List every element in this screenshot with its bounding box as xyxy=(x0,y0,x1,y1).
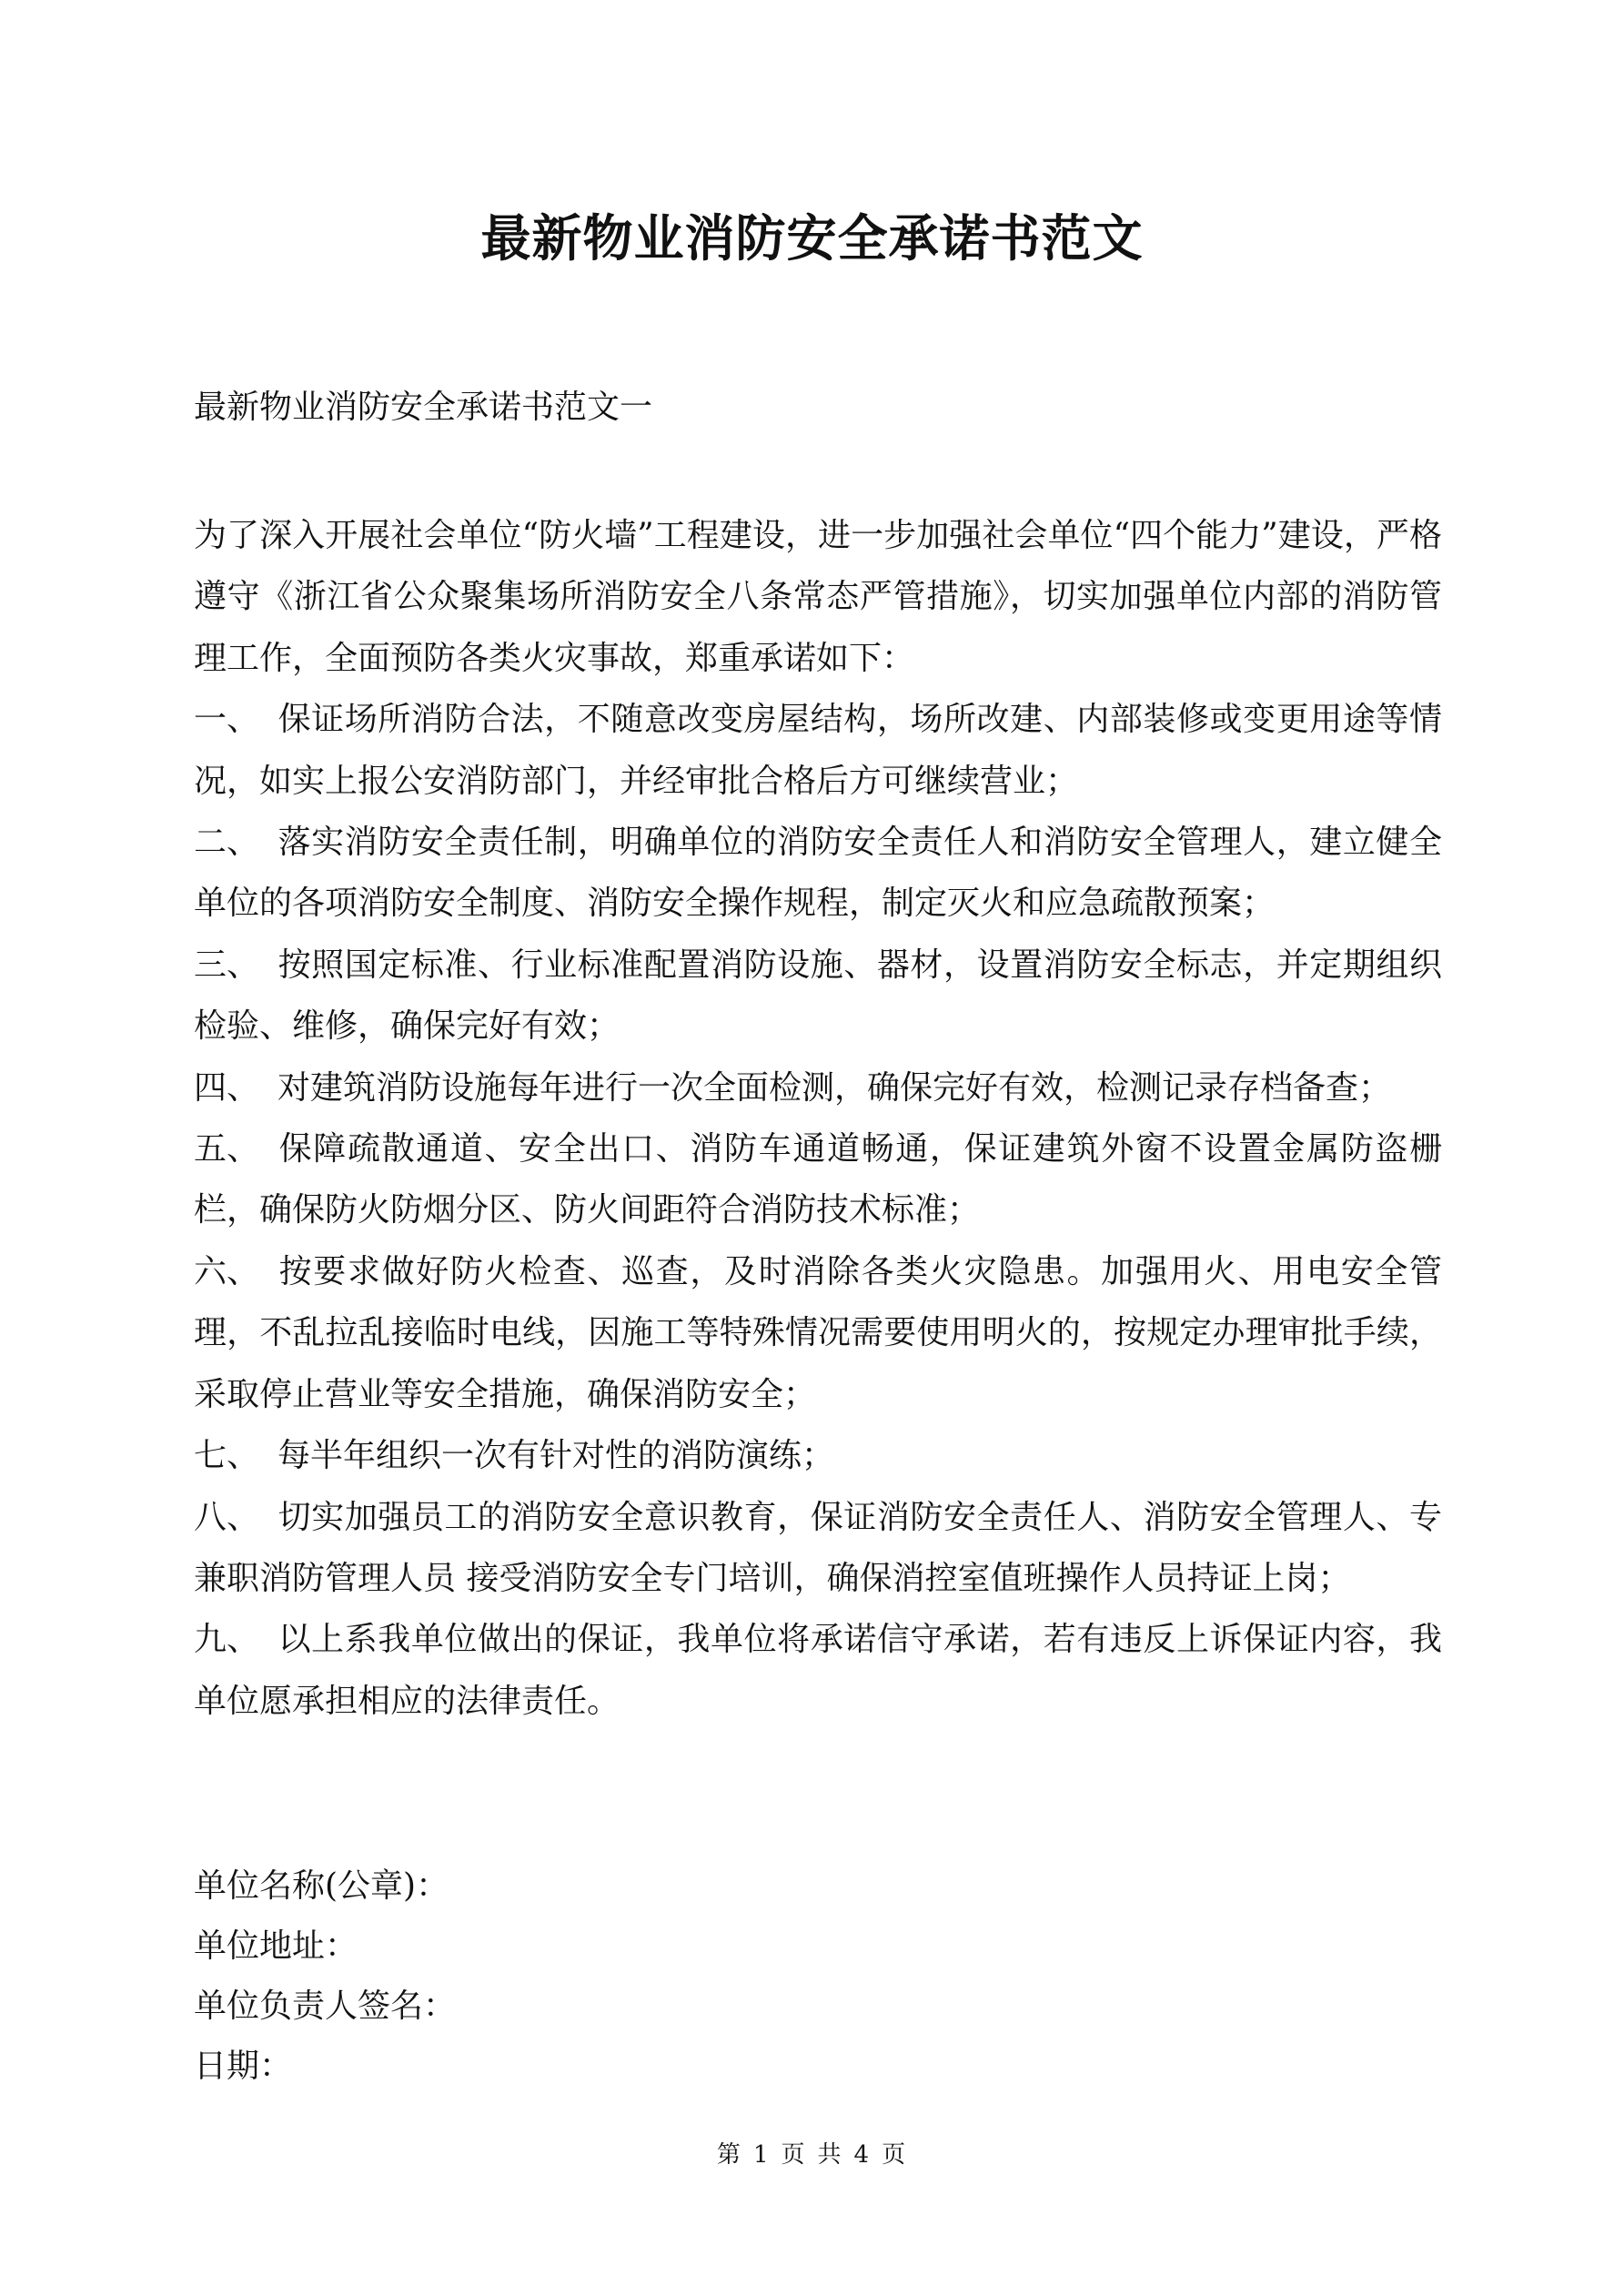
unit-address-field: 单位地址： xyxy=(194,1927,358,1965)
footer-page-unit: 页 xyxy=(781,2141,807,2169)
footer-prefix: 第 xyxy=(716,2141,742,2169)
commitment-item xyxy=(194,812,1442,935)
item-text: 对建筑消防设施每年进行一次全面检测，确保完好有效，检测记录存档备查； xyxy=(277,1068,1392,1107)
responsible-person-signature-field: 单位负责人签名： xyxy=(194,1988,457,2025)
commitment-item xyxy=(194,1487,1442,1610)
document-title: 最新物业消防安全承诺书范文 xyxy=(480,208,1144,268)
page-footer xyxy=(0,2137,1624,2173)
item-text: 切实加强员工的消防安全意识教育，保证消防安全责任人、消防安全管理人、专兼职消防管理人员 接受消防安全专门培训，确保消控室值班操作人员持证上岗； xyxy=(194,1498,1442,1597)
intro-paragraph: 为了深入开展社会单位“防火墙”工程建设，进一步加强社会单位“四个能力”建设，严格遵守《浙江省公众聚集场所消防安全八条常态严管措施》，切实加强单位内部的消防管理工作，全面预防各类火灾事故，郑重承诺如下： xyxy=(194,517,1442,677)
item-number: 一、 xyxy=(194,701,260,739)
signature-section xyxy=(194,1856,456,2097)
item-text: 按要求做好防火检查、巡查，及时消除各类火灾隐患。加强用火、用电安全管理，不乱拉乱接临时电线，因施工等特殊情况需要使用明火的，按规定办理审批手续，采取停止营业等安全措施，确保消防安全； xyxy=(194,1252,1442,1413)
item-number: 三、 xyxy=(194,946,260,984)
item-text: 按照国定标准、行业标准配置消防设施、器材，设置消防安全标志，并定期组织检验、维修，确保完好有效； xyxy=(194,946,1442,1046)
item-text: 保障疏散通道、安全出口、消防车通道畅通，保证建筑外窗不设置金属防盗栅栏，确保防火防烟分区、防火间距符合消防技术标准； xyxy=(194,1130,1442,1229)
commitment-item xyxy=(194,1609,1442,1732)
item-number: 九、 xyxy=(194,1621,260,1659)
item-text: 每半年组织一次有针对性的消防演练； xyxy=(277,1437,835,1475)
date-field: 日期： xyxy=(194,2048,293,2085)
footer-total-prefix: 共 xyxy=(817,2141,843,2169)
item-number: 六、 xyxy=(194,1252,260,1290)
item-number: 八、 xyxy=(194,1498,260,1536)
item-text: 以上系我单位做出的保证，我单位将承诺信守承诺，若有违反上诉保证内容，我单位愿承担相应的法律责任。 xyxy=(194,1621,1442,1720)
item-number: 五、 xyxy=(194,1130,260,1168)
footer-page-number: 1 xyxy=(752,2141,771,2169)
unit-name-field: 单位名称(公章)： xyxy=(194,1867,449,1905)
commitment-item xyxy=(194,1425,1442,1486)
document-body xyxy=(194,505,1442,1732)
item-number: 七、 xyxy=(194,1437,260,1475)
footer-total-pages: 4 xyxy=(853,2141,872,2169)
item-text: 落实消防安全责任制，明确单位的消防安全责任人和消防安全管理人，建立健全单位的各项消防安全制度、消防安全操作规程，制定灭火和应急疏散预案； xyxy=(194,824,1442,923)
item-number: 二、 xyxy=(194,824,260,862)
document-subtitle: 最新物业消防安全承诺书范文一 xyxy=(194,389,653,426)
item-text: 保证场所消防合法，不随意改变房屋结构，场所改建、内部装修或变更用途等情况，如实上报公安消防部门，并经审批合格后方可继续营业； xyxy=(194,701,1442,800)
commitment-item xyxy=(194,935,1442,1057)
footer-total-unit: 页 xyxy=(882,2141,908,2169)
item-number: 四、 xyxy=(194,1068,260,1107)
commitment-item xyxy=(194,1118,1442,1241)
commitment-item xyxy=(194,1241,1442,1425)
commitment-item xyxy=(194,689,1442,812)
commitment-item xyxy=(194,1057,1442,1118)
